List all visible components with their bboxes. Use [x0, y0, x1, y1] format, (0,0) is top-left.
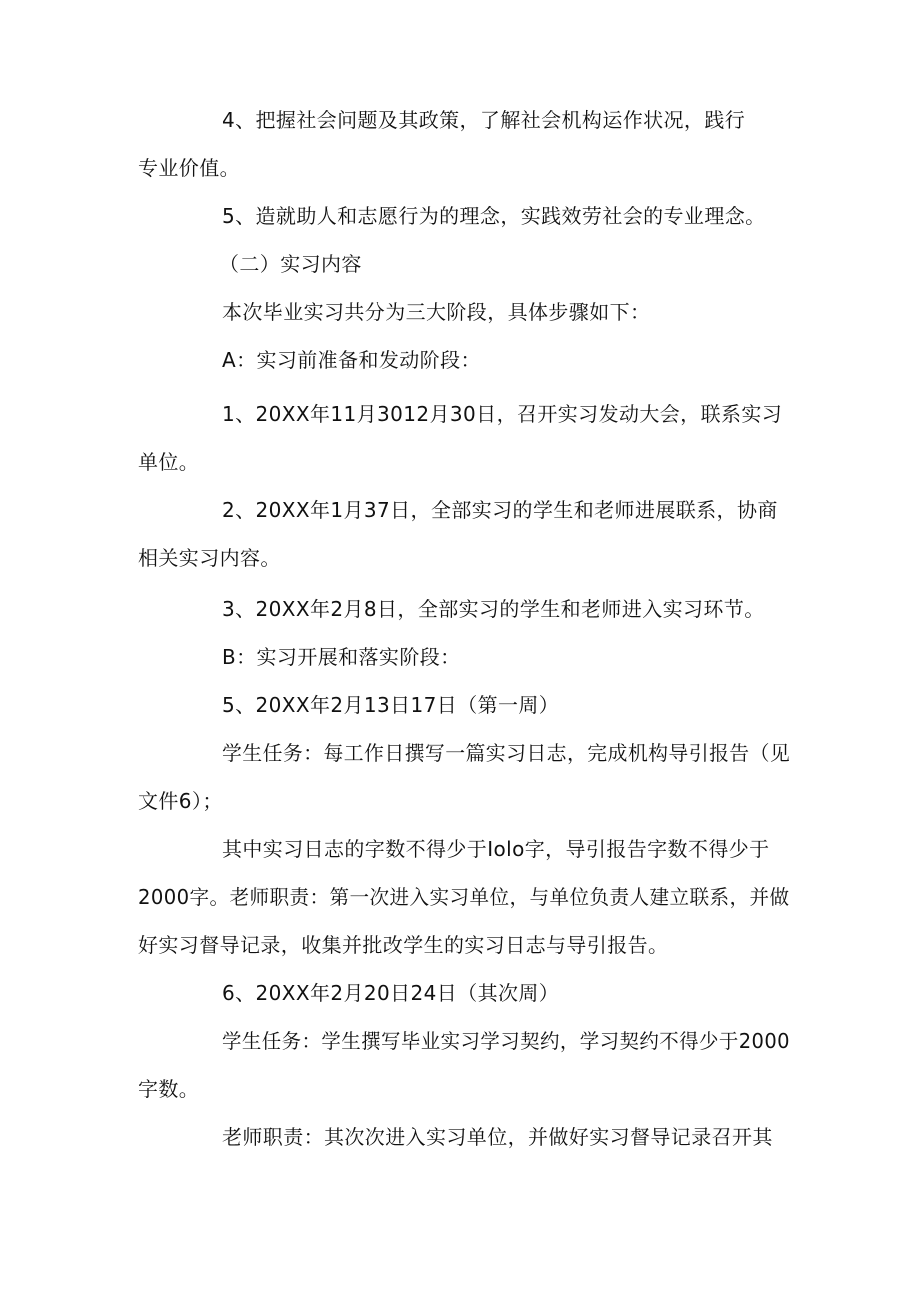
- paragraph-line: 其中实习日志的字数不得少于Iolo字，导引报告字数不得少于: [222, 837, 770, 861]
- paragraph-line: 3、20XX年2月8日，全部实习的学生和老师进入实习环节。: [222, 597, 765, 621]
- phase-heading: B：实习开展和落实阶段：: [222, 645, 461, 669]
- phase-heading: A：实习前准备和发动阶段：: [222, 348, 481, 372]
- paragraph-line: 专业价值。: [138, 156, 240, 180]
- paragraph-line: 学生任务：学生撰写毕业实习学习契约，学习契约不得少于2000: [222, 1029, 790, 1053]
- paragraph-line: 6、20XX年2月20日24日（其次周）: [222, 981, 560, 1005]
- paragraph-line: 本次毕业实习共分为三大阶段，具体步骤如下：: [222, 300, 651, 324]
- section-heading: （二）实习内容: [219, 252, 362, 276]
- paragraph-line: 2、20XX年1月37日，全部实习的学生和老师进展联系，协商: [222, 498, 778, 522]
- paragraph-line: 学生任务：每工作日撰写一篇实习日志，完成机构导引报告（见: [222, 741, 791, 765]
- paragraph-line: 文件6）；: [138, 789, 223, 813]
- paragraph-line: 5、造就助人和志愿行为的理念，实践效劳社会的专业理念。: [222, 204, 766, 228]
- paragraph-line: 相关实习内容。: [138, 546, 281, 570]
- paragraph-line: 4、把握社会问题及其政策，了解社会机构运作状况，践行: [222, 108, 746, 132]
- paragraph-line: 老师职责：其次次进入实习单位，并做好实习督导记录召开其: [222, 1125, 773, 1149]
- paragraph-line: 好实习督导记录，收集并批改学生的实习日志与导引报告。: [138, 933, 669, 957]
- paragraph-line: 5、20XX年2月13日17日（第一周）: [222, 693, 560, 717]
- paragraph-line: 1、20XX年11月3012月30日，召开实习发动大会，联系实习: [222, 402, 783, 426]
- paragraph-line: 单位。: [138, 450, 200, 474]
- paragraph-line: 字数。: [138, 1077, 200, 1101]
- paragraph-line: 2000字。老师职责：第一次进入实习单位，与单位负责人建立联系，并做: [138, 885, 790, 909]
